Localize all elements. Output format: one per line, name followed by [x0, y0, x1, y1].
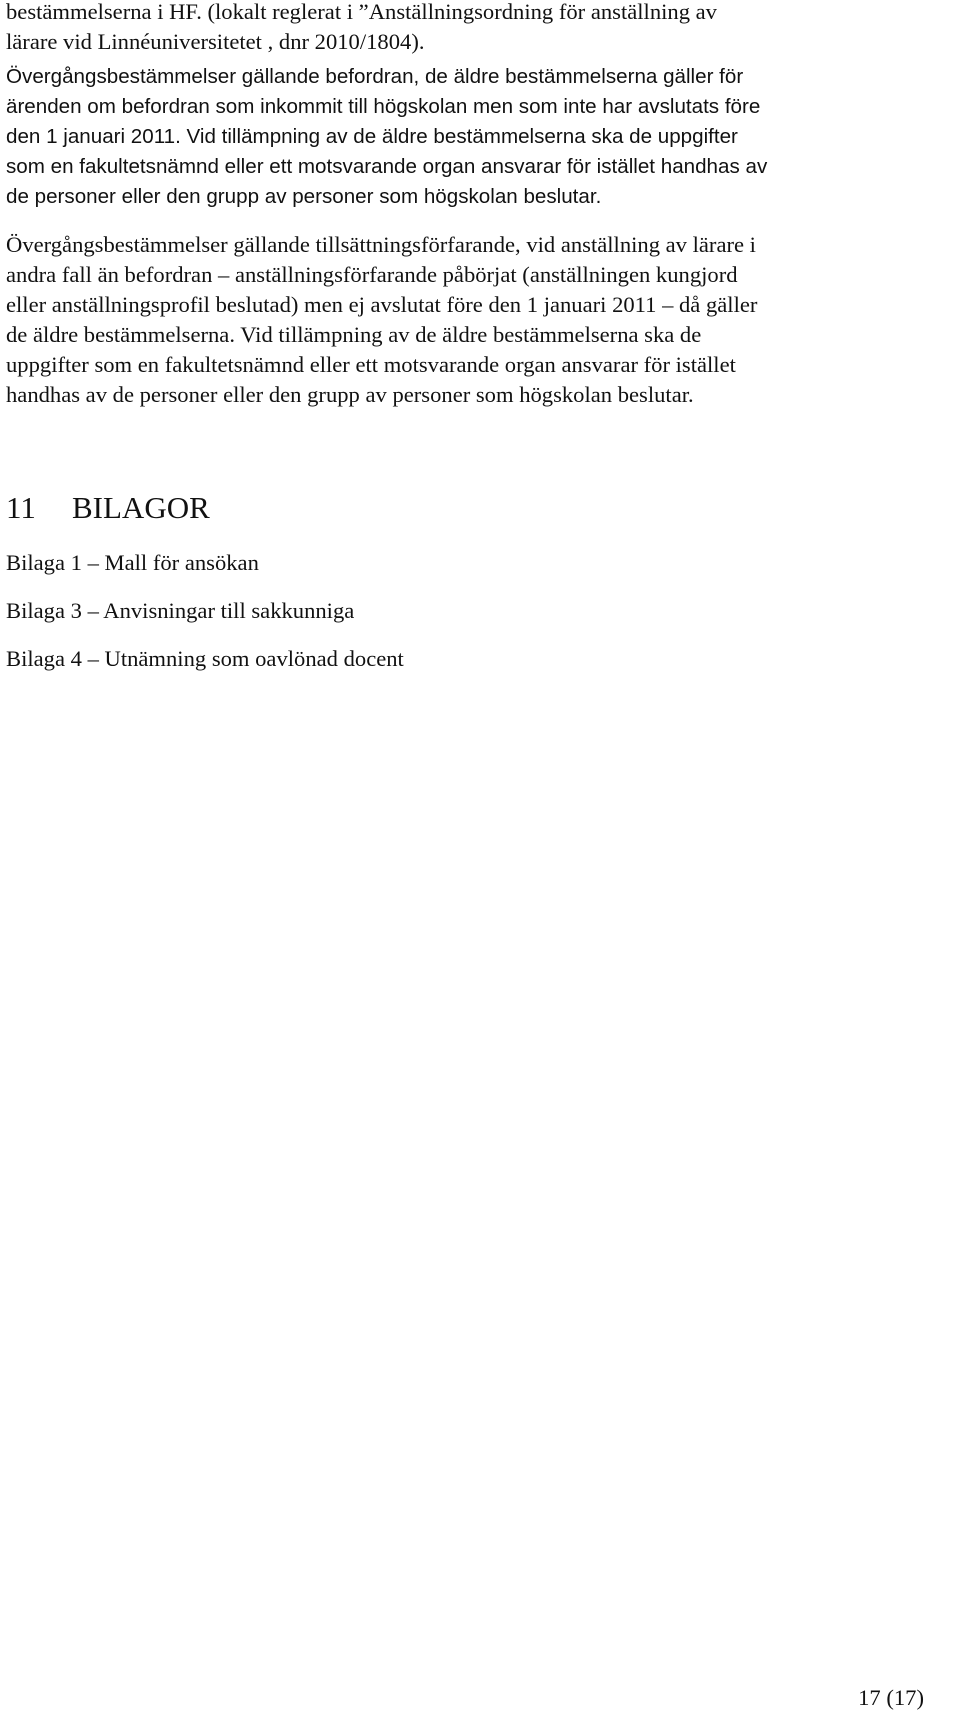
attachment-item: Bilaga 4 – Utnämning som oavlönad docent [6, 646, 404, 671]
text-line: den 1 januari 2011. Vid tillämpning av de äldre bestämmelserna ska de uppgifter [6, 125, 738, 148]
text-line: andra fall än befordran – anställningsförfarande påbörjat (anställningen kungjord [6, 262, 738, 287]
text-line: handhas av de personer eller den grupp av personer som högskolan beslutar. [6, 382, 694, 407]
section-number: 11 [6, 490, 36, 525]
text-line: de personer eller den grupp av personer som högskolan beslutar. [6, 185, 602, 208]
paragraph-promotion-transition [6, 62, 946, 212]
text-line: Övergångsbestämmelser gällande befordran, de äldre bestämmelserna gäller för [6, 65, 744, 88]
paragraph-continuation [6, 0, 946, 57]
paragraph-appointment-transition [6, 230, 946, 410]
section-heading [6, 488, 210, 528]
text-line: som en fakultetsnämnd eller ett motsvarande organ ansvarar för istället handhas av [6, 155, 768, 178]
text-line: uppgifter som en fakultetsnämnd eller ett motsvarande organ ansvarar för istället [6, 352, 736, 377]
page-number: 17 (17) [858, 1685, 924, 1710]
text-line: ärenden om befordran som inkommit till högskolan men som inte har avslutats före [6, 95, 761, 118]
attachment-item: Bilaga 1 – Mall för ansökan [6, 550, 259, 575]
text-line: lärare vid Linnéuniversitetet , dnr 2010/1804). [6, 29, 425, 54]
text-line: bestämmelserna i HF. (lokalt reglerat i ”Anställningsordning för anställning av [6, 0, 717, 24]
text-line: Övergångsbestämmelser gällande tillsättningsförfarande, vid anställning av lärare i [6, 232, 756, 257]
section-title: BILAGOR [72, 490, 210, 525]
attachment-item: Bilaga 3 – Anvisningar till sakkunniga [6, 598, 355, 623]
text-line: eller anställningsprofil beslutad) men ej avslutat före den 1 januari 2011 – då gäller [6, 292, 758, 317]
text-line: de äldre bestämmelserna. Vid tillämpning av de äldre bestämmelserna ska de [6, 322, 702, 347]
